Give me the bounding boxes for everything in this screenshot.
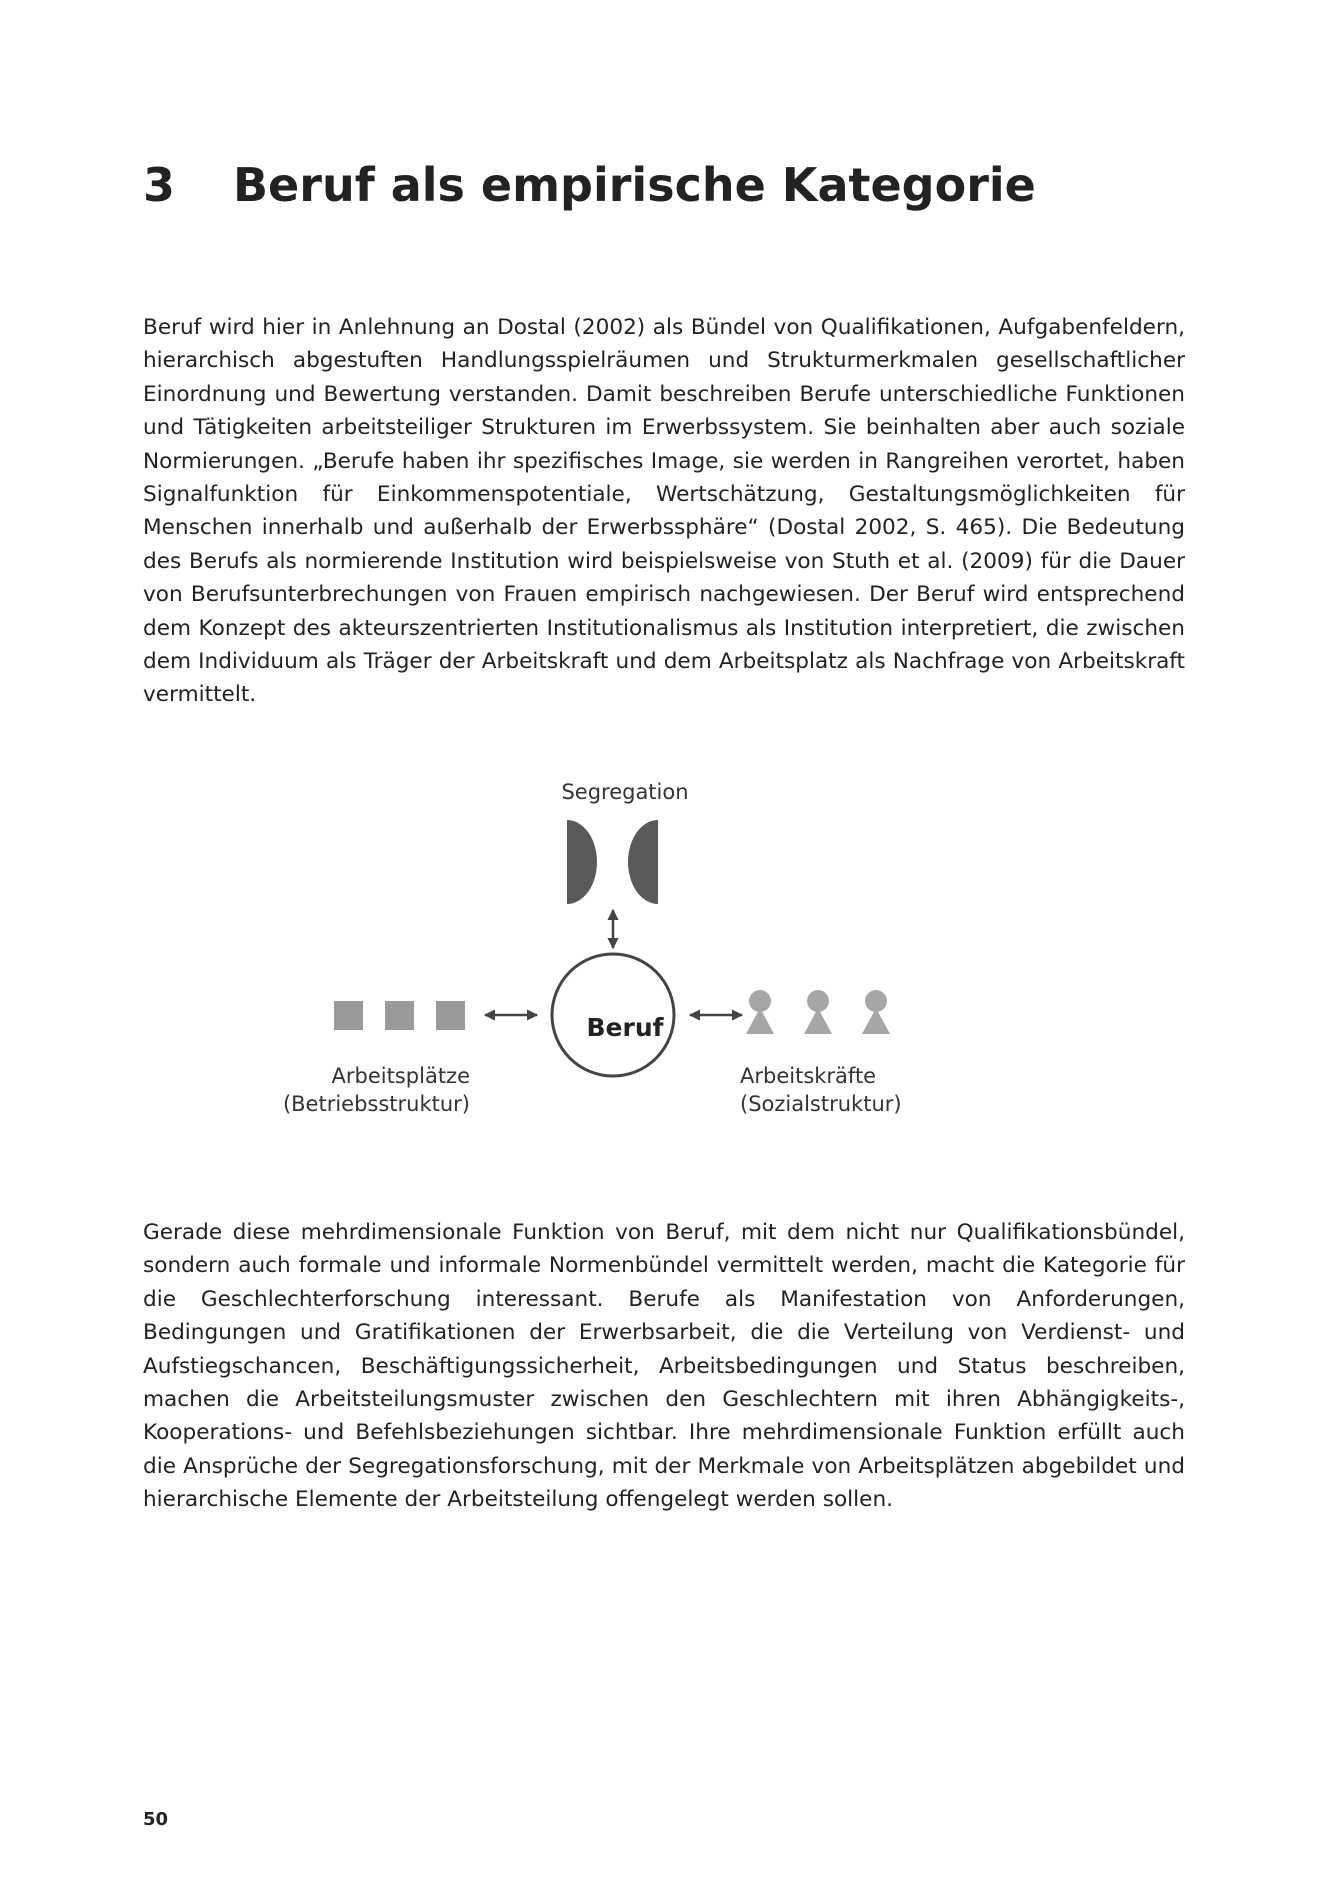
segregation-left-half-icon bbox=[567, 820, 597, 904]
worker-figure-icon bbox=[862, 990, 890, 1034]
body-paragraph-1: Beruf wird hier in Anlehnung an Dostal (2002) als Bündel von Qualifikationen, Aufgabenfeldern, hierarchisch abgestuften Handlungsspielräumen und Strukturmerkmalen gesellschaftlicher Einordnung und Bewertung verstanden. Damit beschreiben Berufe unterschiedliche Funktionen und Tätigkeiten arbeitsteiliger Strukturen im Erwerbssystem. Sie beinhalten aber auch soziale Normierungen. „Berufe haben ihr spezifisches Image, sie werden in Rangreihen verortet, haben Signalfunktion für Einkommenspotentiale, Wertschätzung, Gestaltungsmöglichkeiten für Menschen innerhalb und außerhalb der Erwerbssphäre“ (Dostal 2002, S. 465). Die Bedeutung des Berufs als normierende Institution wird beispielsweise von Stuth et al. (2009) für die Dauer von Berufsunterbrechungen von Frauen empirisch nachgewiesen. Der Beruf wird entsprechend dem Konzept des akteurszentrierten Institutionalismus als Institution interpretiert, die zwischen dem Individuum als Träger der Arbeitskraft und dem Arbeitsplatz als Nachfrage von Arbeitskraft vermittelt. bbox=[143, 315, 1185, 708]
workplaces-label-line2: (Betriebsstruktur) bbox=[282, 1092, 470, 1116]
workplace-square-icon bbox=[334, 1001, 363, 1030]
beruf-diagram bbox=[280, 770, 980, 1130]
workplaces-label-line1: Arbeitsplätze bbox=[331, 1064, 470, 1088]
worker-figure-icon bbox=[746, 990, 774, 1034]
workers-label-line1: Arbeitskräfte bbox=[740, 1064, 877, 1088]
chapter-heading bbox=[143, 155, 1036, 215]
workers-label-line2: (Sozialstruktur) bbox=[740, 1092, 902, 1116]
workplaces-label bbox=[280, 1062, 470, 1118]
workplace-square-icon bbox=[385, 1001, 414, 1030]
page-number: 50 bbox=[143, 1809, 169, 1830]
body-paragraph-2: Gerade diese mehrdimensionale Funktion von Beruf, mit dem nicht nur Qualifikationsbündel, sondern auch formale und informale Normenbündel vermittelt werden, macht die Kategorie für die Geschlechterforschung interessant. Berufe als Manifestation von Anforderungen, Bedingungen und Gratifikationen der Erwerbsarbeit, die die Verteilung von Verdienst- und Aufstiegschancen, Beschäftigungssicherheit, Arbeitsbedingungen und Status beschreiben, machen die Arbeitsteilungsmuster zwischen den Geschlechtern mit ihren Abhängigkeits-, Kooperations- und Befehlsbeziehungen sichtbar. Ihre mehrdimensionale Funktion erfüllt auch die Ansprüche der Segregationsforschung, mit der Merkmale von Arbeitsplätzen abgebildet und hierarchische Elemente der Arbeitsteilung offengelegt werden sollen. bbox=[143, 1220, 1185, 1513]
segregation-label: Segregation bbox=[561, 780, 689, 804]
chapter-number: 3 bbox=[143, 158, 176, 212]
workplace-square-icon bbox=[436, 1001, 465, 1030]
chapter-title: Beruf als empirische Kategorie bbox=[233, 158, 1036, 212]
segregation-right-half-icon bbox=[628, 820, 658, 904]
worker-figure-icon bbox=[804, 990, 832, 1034]
beruf-label: Beruf bbox=[586, 1013, 664, 1042]
workers-label bbox=[740, 1062, 960, 1118]
